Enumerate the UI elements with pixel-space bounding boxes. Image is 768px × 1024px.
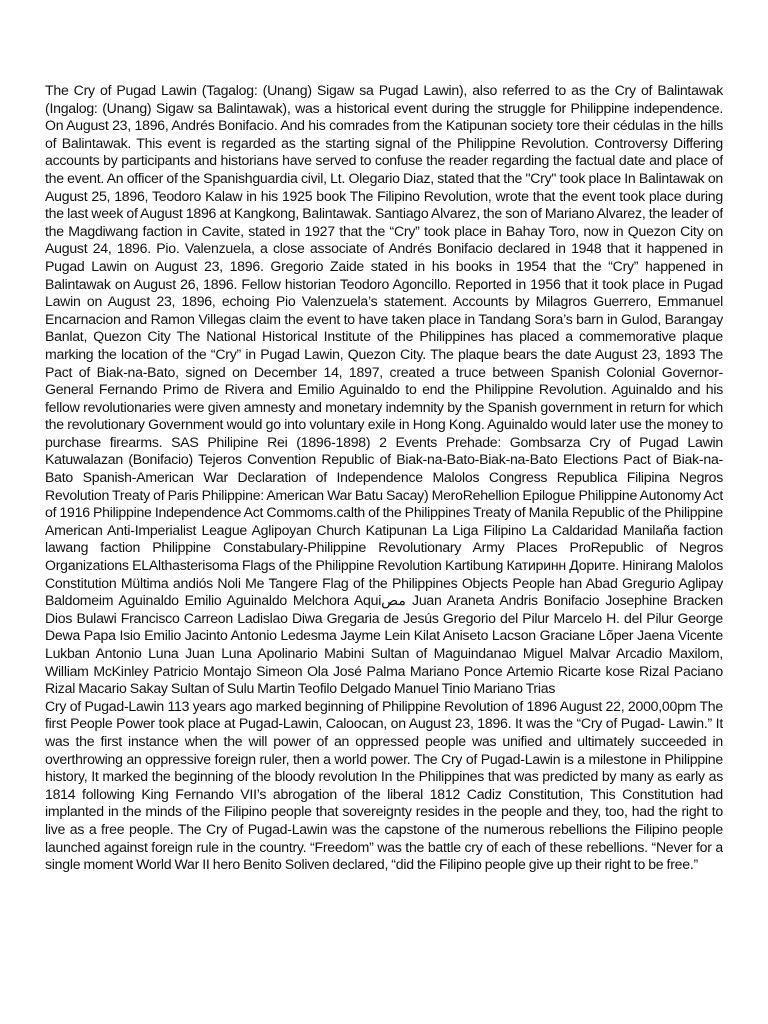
document-page xyxy=(45,82,723,982)
paragraph-cry-of-pugad-lawin-history: The Cry of Pugad Lawin (Tagalog: (Unang) Sigaw sa Pugad Lawin), also referred to as the Cry of Balintawak (Ingalog: (Unang) Sigaw sa Balintawak), was a historical event during the struggle for Philippine independence. On August 23, 1896, Andrés Bonifacio. And his comrades from the Katipunan society tore their cédulas in the hills of Balintawak. This event is regarded as the starting signal of the Philippine Revolution. Controversy Differing accounts by participants and historians have served to confuse the reader regarding the factual date and place of the event. An officer of the Spanishguardia civil, Lt. Olegario Diaz, stated that the "Cry" took place In Balintawak on August 25, 1896, Teodoro Kalaw in his 1925 book The Filipino Revolution, wrote that the event took place during the last week of August 1896 at Kangkong, Balintawak. Santiago Alvarez, the son of Mariano Alvarez, the leader of the Magdiwang faction in Cavite, stated in 1927 that the “Cry” took place in Bahay Toro, now in Quezon City on August 24, 1896. Pio. Valenzuela, a close associate of Andrés Bonifacio declared in 1948 that it happened in Pugad Lawin on August 23, 1896. Gregorio Zaide stated in his books in 1954 that the “Cry” happened in Balintawak on August 26, 1896. Fellow historian Teodoro Agoncillo. Reported in 1956 that it took place in Pugad Lawin on August 23, 1896, echoing Pio Valenzuela’s statement. Accounts by Milagros Guerrero, Emmanuel Encarnacion and Ramon Villegas claim the event to have taken place in Tandang Sora’s barn in Gulod, Barangay Banlat, Quezon City The National Historical Institute of the Philippines has placed a commemorative plaque marking the location of the “Cry” in Pugad Lawin, Quezon City. The plaque bears the date August 23, 1893 The Pact of Biak-na-Bato, signed on December 14, 1897, created a truce between Spanish Colonial Governor-General Fernando Primo de Rivera and Emilio Aguinaldo to end the Philippine Revolution. Aguinaldo and his fellow revolutionaries were given amnesty and monetary indemnity by the Spanish government in return for which the revolutionary Government would go into voluntary exile in Hong Kong. Aguinaldo would later use the money to purchase firearms. SAS Philipine Rei (1896-1898) 2 Events Prehade: Gombsarza Cry of Pugad Lawin Katuwalazan (Bonifacio) Tejeros Convention Republic of Biak-na-Bato-Biak-na-Bato Elections Pact of Biak-na-Bato Spanish-American War Declaration of Independence Malolos Congress Republica Filipina Negros Revolution Treaty of Paris Philippine: American War Batu Sacay) MeroRehellion Epilogue Philippine Autonomy Act of 1916 Philippine Independence Act Commoms.calth of the Philippines Treaty of Manila Republic of the Philippine American Anti-Imperialist League Aglipoyan Church Katipunan La Liga Filipino La Caldaridad Manilaña faction lawang faction Philippine Constabulary-Philippine Revolutionary Army Places ProRepublic of Negros Organizations ELAlthasterisoma Flags of the Philippine Revolution Kartibung Катиринн Дорите. Hinirang Malolos Constitution Mültima andiós Noli Me Tangere Flag of the Philippines Objects People han Abad Gregurio Aglipay Baldomeim Aguinaldo Emilio Aguinaldo Melchora Aquiمص Juan Araneta Andris Bonifacio Josephine Bracken Dios Bulawi Francisco Carreon Ladislao Diwa Gregaria de Jesús Gregorio del Pilur Marcelo H. del Pilur George Dewa Papa Isio Emilio Jacinto Antonio Ledesma Jayme Lein Kilat Aniseto Lacson Graciane Lõper Jaena Vicente Lukban Antonio Luna Juan Luna Apolinario Mabini Sultan of Maguindanao Miguel Malvar Arcadio Maxilom, William McKinley Patricio Montajo Simeon Ola José Palma Mariano Ponce Artemio Ricarte kose Rizal Paciano Rizal Macario Sakay Sultan of Sulu Martin Teofilo Delgado Manuel Tinio Mariano Trias xyxy=(45,82,723,697)
paragraph-cry-of-pugad-lawin-anniversary: Cry of Pugad-Lawin 113 years ago marked beginning of Philippine Revolution of 1896 August 22, 2000,00pm The first People Power took place at Pugad-Lawin, Caloocan, on August 23, 1896. It was the “Cry of Pugad- Lawin.” It was the first instance when the will power of an oppressed people was unified and ultimately succeeded in overthrowing an oppressive foreign ruler, then a world power. The Cry of Pugad-Lawin is a milestone in Philippine history, It marked the beginning of the bloody revolution In the Philippines that was predicted by many as early as 1814 following King Fernando VII’s abrogation of the liberal 1812 Cadiz Constitution, This Constitution had implanted in the minds of the Filipino people that sovereignty resides in the people and they, too, had the right to live as a free people. The Cry of Pugad-Lawin was the capstone of the numerous rebellions the Filipino people launched against foreign rule in the country. “Freedom” was the battle cry of each of these rebellions. “Never for a single moment World War II hero Benito Soliven declared, “did the Filipino people give up their right to be free.” xyxy=(45,697,723,873)
